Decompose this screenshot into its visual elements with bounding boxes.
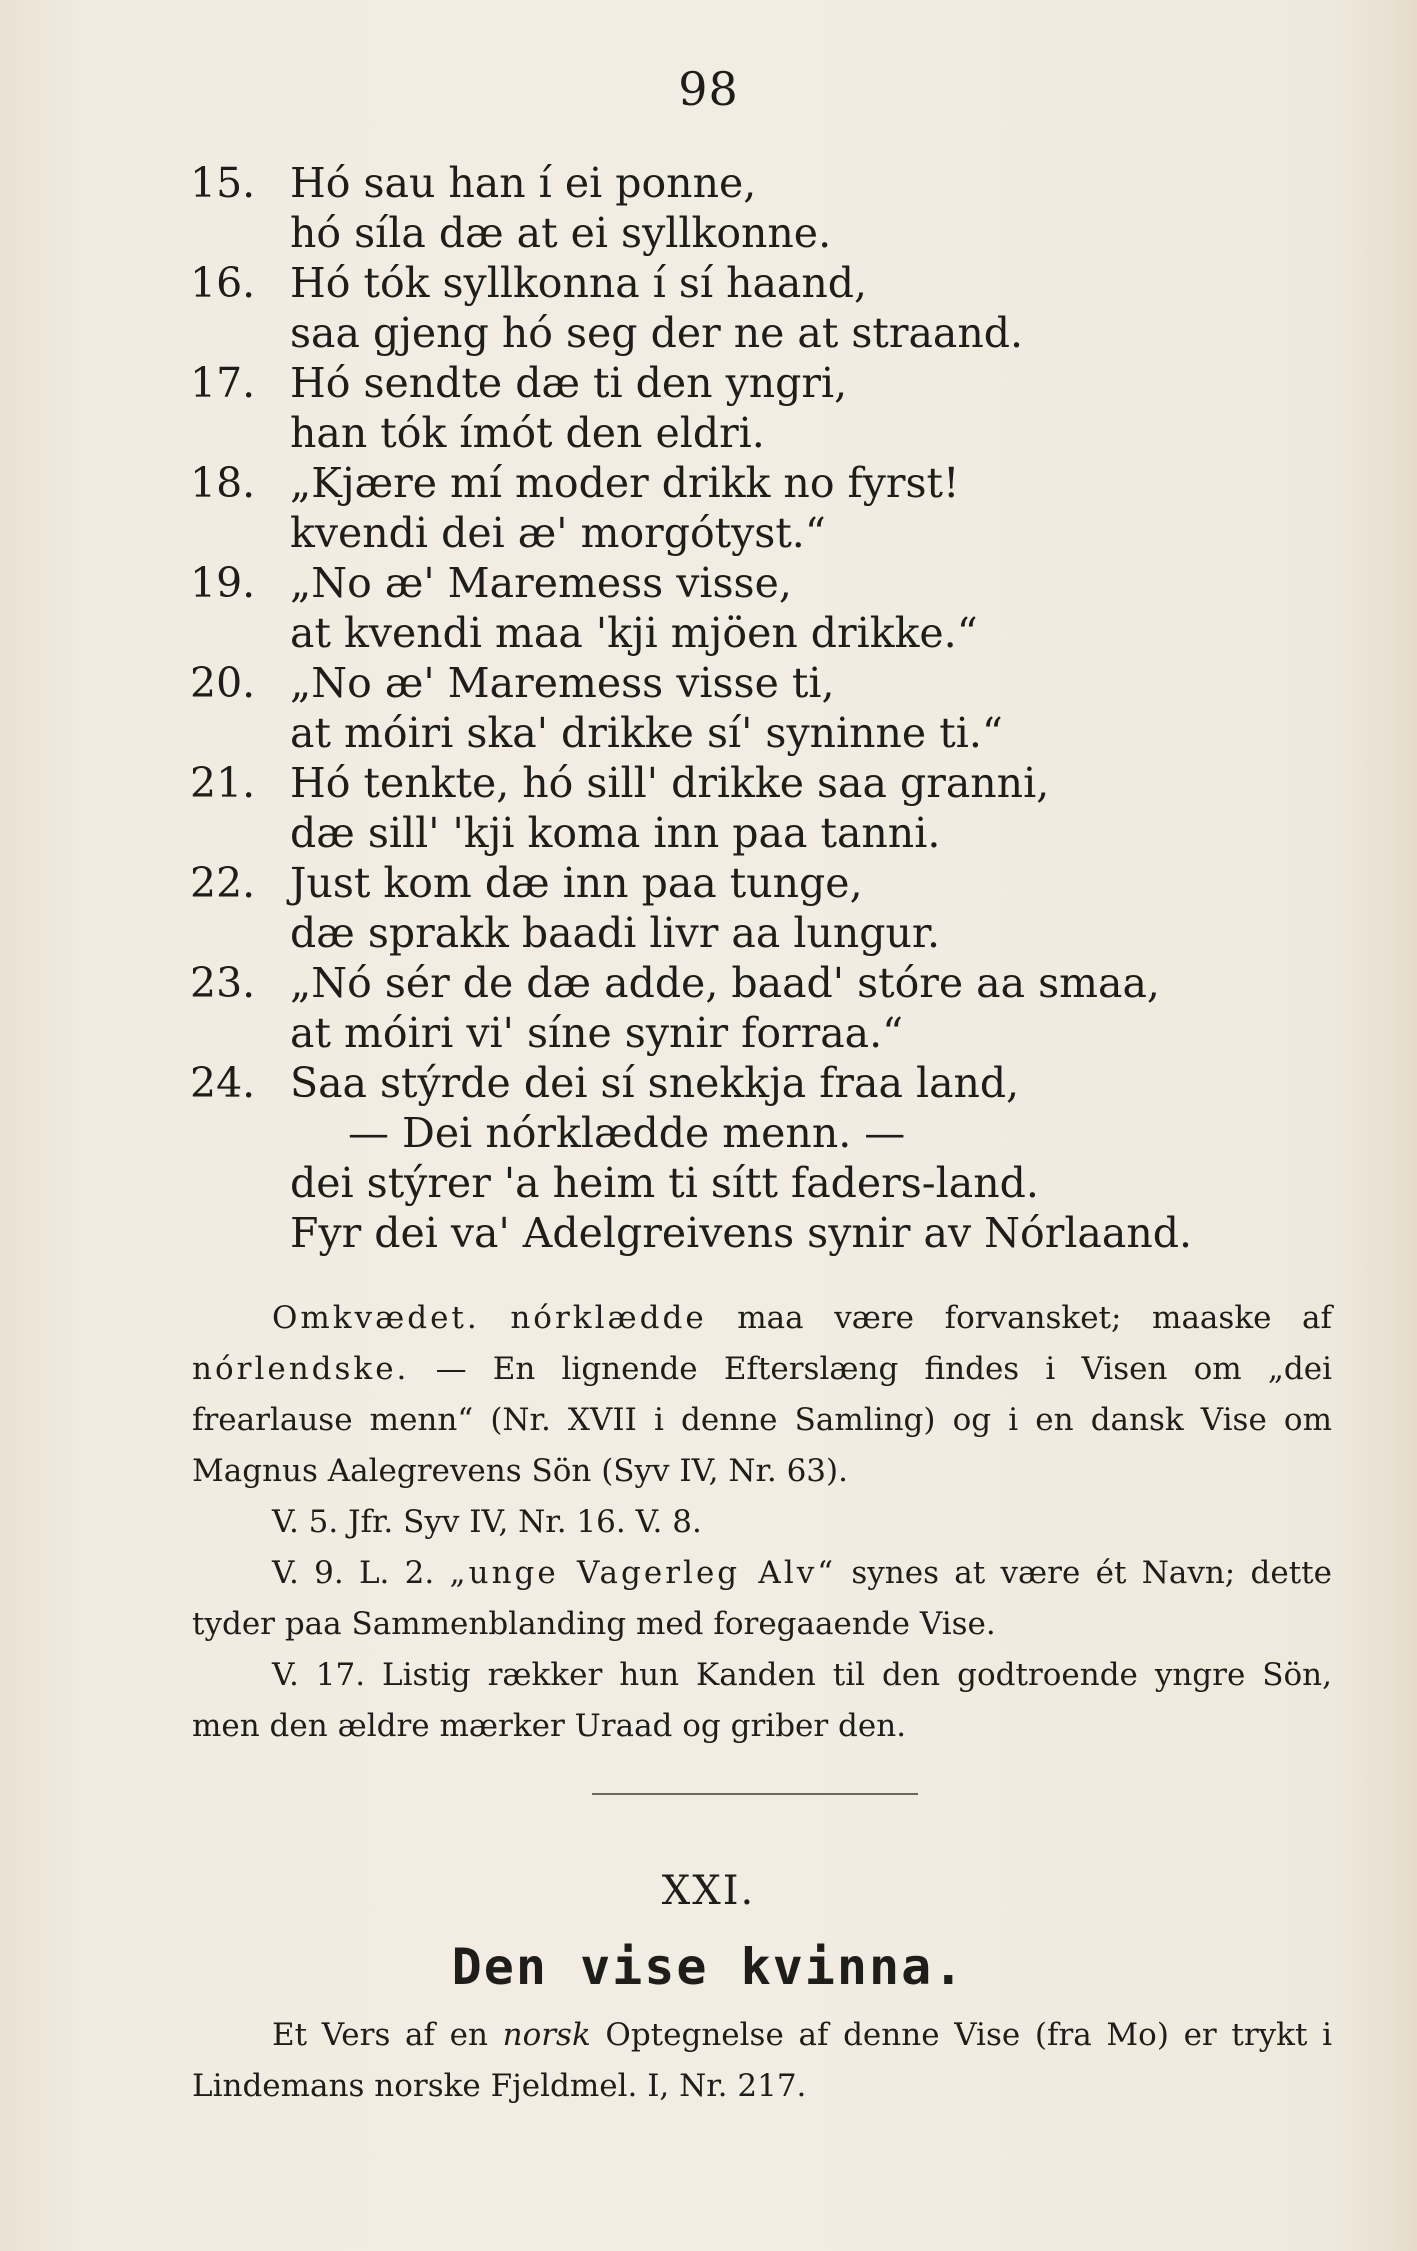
note-paragraph (192, 1293, 1332, 1497)
section-intro (192, 2010, 1332, 2112)
intro-text: Optegnelse af denne Vise (fra Mo) er trykt i Lindemans norske Fjeldmel. I, Nr. 217. (192, 2017, 1332, 2104)
intro-paragraph (192, 2010, 1332, 2112)
verse-number: 22. (190, 859, 256, 907)
note-term: „unge Vagerleg Alv“ (449, 1555, 837, 1591)
note-term: nórlendske. (192, 1351, 410, 1387)
note-text: V. 9. L. 2. (272, 1555, 450, 1591)
note-text: maa være forvansket; maaske af (706, 1300, 1332, 1336)
verse-number: 19. (190, 559, 256, 607)
verse-15 (190, 158, 1340, 258)
verse-line: hó síla dæ at ei syllkonne. (290, 209, 832, 257)
verse-number: 21. (190, 759, 256, 807)
refrain-line: — Dei nórklædde menn. — (348, 1109, 906, 1157)
note-text: synes at være ét Navn; dette tyder paa Sammenblanding med foregaaende Vise. (192, 1555, 1332, 1642)
verse-22 (190, 858, 1340, 958)
verse-line: at móiri ska' drikke sí' syninne ti.“ (290, 709, 1003, 757)
page-number: 98 (678, 62, 739, 116)
note-term: nórklædde (510, 1300, 707, 1336)
verse-line: saa gjeng hó seg der ne at straand. (290, 309, 1024, 357)
verse-line: Just kom dæ inn paa tunge, (290, 859, 863, 907)
verse-line: dæ sprakk baadi livr aa lungur. (290, 909, 941, 957)
verse-19 (190, 558, 1340, 658)
verse-line: „No æ' Maremess visse ti, (290, 659, 835, 707)
verse-line: at móiri vi' síne synir forraa.“ (290, 1009, 904, 1057)
verse-number: 15. (190, 159, 256, 207)
verse-line: kvendi dei æ' morgótyst.“ (290, 509, 826, 557)
intro-text: Et Vers af en (272, 2017, 503, 2053)
verse-line: „Kjære mí moder drikk no fyrst! (290, 459, 960, 507)
verse-line: Saa stýrde dei sí snekkja fraa land, (290, 1059, 1020, 1107)
verse-number: 18. (190, 459, 256, 507)
verse-line: at kvendi maa 'kji mjöen drikke.“ (290, 609, 978, 657)
verse-line: han tók ímót den eldri. (290, 409, 765, 457)
verse-line: Hó sendte dæ ti den yngri, (290, 359, 848, 407)
verse-line: Hó sau han í ei ponne, (290, 159, 757, 207)
intro-emphasis: norsk (502, 2017, 591, 2053)
verse-23 (190, 958, 1340, 1058)
verse-line: dei stýrer 'a heim ti sítt faders-land. (290, 1159, 1039, 1207)
verse-21 (190, 758, 1340, 858)
note-term: Omkvædet. (272, 1300, 480, 1336)
verse-line: dæ sill' 'kji koma inn paa tanni. (290, 809, 941, 857)
verse-24 (190, 1058, 1340, 1258)
section-title: Den vise kvinna. (451, 1938, 966, 1996)
verse-line: Hó tenkte, hó sill' drikke saa granni, (290, 759, 1050, 807)
verse-number: 17. (190, 359, 256, 407)
verse-20 (190, 658, 1340, 758)
verse-line: „Nó sér de dæ adde, baad' stóre aa smaa, (290, 959, 1160, 1007)
verse-number: 24. (190, 1059, 256, 1107)
section-number: XXI. (661, 1868, 756, 1914)
verse-line: Fyr dei va' Adelgreivens synir av Nórlaand. (290, 1209, 1192, 1257)
verse-number: 16. (190, 259, 256, 307)
note-paragraph: V. 17. Listig rækker hun Kanden til den godtroende yngre Sön, men den ældre mærker Uraad og griber den. (192, 1657, 1332, 1744)
verse-number: 23. (190, 959, 256, 1007)
section-divider (592, 1793, 918, 1795)
verse-line: Hó tók syllkonna í sí haand, (290, 259, 868, 307)
note-paragraph (192, 1548, 1332, 1650)
commentary-notes (192, 1293, 1332, 1752)
note-text: — En lignende Efterslæng findes i Visen om „dei frearlause menn“ (Nr. XVII i denne Samling) og i en dansk Vise om Magnus Aalegrevens Sön (Syv IV, Nr. 63). (192, 1351, 1332, 1489)
verse-list (190, 158, 1340, 1258)
note-paragraph: V. 5. Jfr. Syv IV, Nr. 16. V. 8. (272, 1504, 702, 1540)
verse-16 (190, 258, 1340, 358)
verse-line: „No æ' Maremess visse, (290, 559, 792, 607)
verse-17 (190, 358, 1340, 458)
verse-number: 20. (190, 659, 256, 707)
verse-18 (190, 458, 1340, 558)
